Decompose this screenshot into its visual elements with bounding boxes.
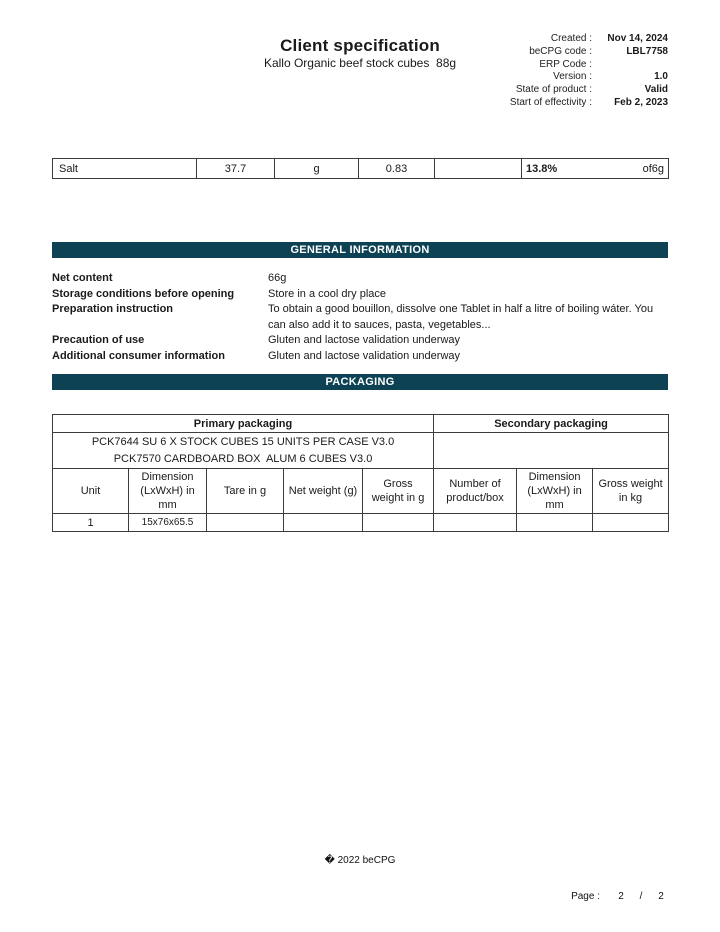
meta-row-effectivity — [496, 97, 668, 110]
list-item — [52, 349, 668, 365]
nutrient-table — [52, 158, 669, 179]
section-title: GENERAL INFORMATION — [290, 244, 430, 256]
page-separator: / — [639, 891, 643, 902]
meta-row-erp-code — [496, 59, 668, 72]
meta-row-version — [496, 71, 668, 84]
nutrient-name: Salt — [53, 159, 197, 179]
list-item — [52, 287, 668, 303]
table-row — [53, 514, 669, 532]
page-current: 2 — [618, 891, 624, 902]
primary-packaging-header: Primary packaging — [53, 415, 434, 433]
cell-net-weight — [284, 514, 363, 532]
field-label: Precaution of use — [52, 334, 145, 347]
column-header-gross-weight-kg: Gross weight in kg — [593, 469, 669, 514]
primary-description-line: PCK7644 SU 6 X STOCK CUBES 15 UNITS PER CASE V3.0 — [91, 436, 395, 448]
nutrient-unit: g — [275, 159, 359, 179]
document-metadata — [496, 33, 668, 110]
nutrient-value-serving: 0.83 — [359, 159, 435, 179]
table-row — [53, 159, 669, 179]
meta-label: ERP Code : — [539, 58, 592, 70]
cell-dimension-primary: 15x76x65.5 — [129, 514, 207, 532]
field-value: 66g — [268, 272, 287, 284]
meta-row-becpg-code — [496, 46, 668, 59]
meta-value: 1.0 — [654, 71, 668, 83]
cell-gross-weight-g — [363, 514, 434, 532]
meta-value: Valid — [644, 84, 668, 96]
meta-label: State of product : — [515, 84, 592, 96]
nutrient-value-100g: 37.7 — [197, 159, 275, 179]
section-title: PACKAGING — [325, 376, 395, 388]
cell-dimension-secondary — [517, 514, 593, 532]
page-label: Page : — [571, 891, 600, 902]
field-value: To obtain a good bouillon, dissolve one Tablet in half a litre of boiling wáter. You can also add it to sauces, pasta, vegetables... — [268, 303, 657, 331]
page-total: 2 — [658, 891, 664, 902]
meta-label: beCPG code : — [529, 45, 592, 57]
list-item — [52, 302, 668, 333]
copyright-notice: � 2022 beCPG — [324, 855, 396, 866]
field-value: Gluten and lactose validation underway — [268, 334, 461, 347]
list-item — [52, 333, 668, 349]
ri-reference: of6g — [642, 162, 664, 175]
field-label: Storage conditions before opening — [52, 287, 235, 300]
table-row — [53, 433, 669, 469]
primary-packaging-description — [53, 433, 434, 469]
meta-row-created — [496, 33, 668, 46]
cell-tare — [207, 514, 284, 532]
meta-value: Nov 14, 2024 — [607, 33, 668, 44]
secondary-packaging-header: Secondary packaging — [434, 415, 669, 433]
column-header-unit: Unit — [53, 469, 129, 514]
meta-label: Start of effectivity : — [509, 96, 592, 108]
column-header-tare: Tare in g — [207, 469, 284, 514]
column-header-number-per-box: Number of product/box — [434, 469, 517, 514]
primary-description-line: PCK7570 CARDBOARD BOX ALUM 6 CUBES V3.0 — [113, 452, 373, 465]
column-header-dimension-secondary: Dimension (LxWxH) in mm — [517, 469, 593, 514]
secondary-packaging-description — [434, 433, 669, 469]
meta-value: Feb 2, 2023 — [614, 96, 668, 108]
list-item — [52, 271, 668, 287]
ri-percent: 13.8% — [526, 162, 558, 175]
meta-value: LBL7758 — [626, 45, 668, 57]
field-label: Preparation instruction — [52, 303, 174, 316]
packaging-table — [52, 414, 669, 532]
page-title: Client specification — [280, 36, 440, 55]
cell-unit: 1 — [53, 514, 129, 532]
meta-label: Version : — [553, 71, 592, 83]
cell-number-per-box — [434, 514, 517, 532]
field-label: Net content — [52, 272, 113, 284]
column-header-net-weight: Net weight (g) — [284, 469, 363, 514]
general-information-list — [52, 271, 668, 365]
field-label: Additional consumer information — [52, 349, 225, 362]
field-value: Gluten and lactose validation underway — [268, 349, 461, 362]
column-header-gross-weight-g: Gross weight in g — [363, 469, 434, 514]
section-header-general-information — [52, 242, 668, 258]
meta-label: Created : — [550, 33, 592, 44]
table-header-row — [53, 469, 669, 514]
meta-row-state — [496, 84, 668, 97]
meta-value — [592, 59, 668, 72]
nutrient-ri-cell — [522, 159, 669, 179]
section-header-packaging — [52, 374, 668, 390]
table-row — [53, 415, 669, 433]
page-indicator — [571, 891, 668, 902]
cell-gross-weight-kg — [593, 514, 669, 532]
column-header-dimension-primary: Dimension (LxWxH) in mm — [129, 469, 207, 514]
product-subtitle: Kallo Organic beef stock cubes 88g — [263, 56, 457, 70]
field-value: Store in a cool dry place — [268, 287, 387, 300]
nutrient-empty-cell — [435, 159, 522, 179]
